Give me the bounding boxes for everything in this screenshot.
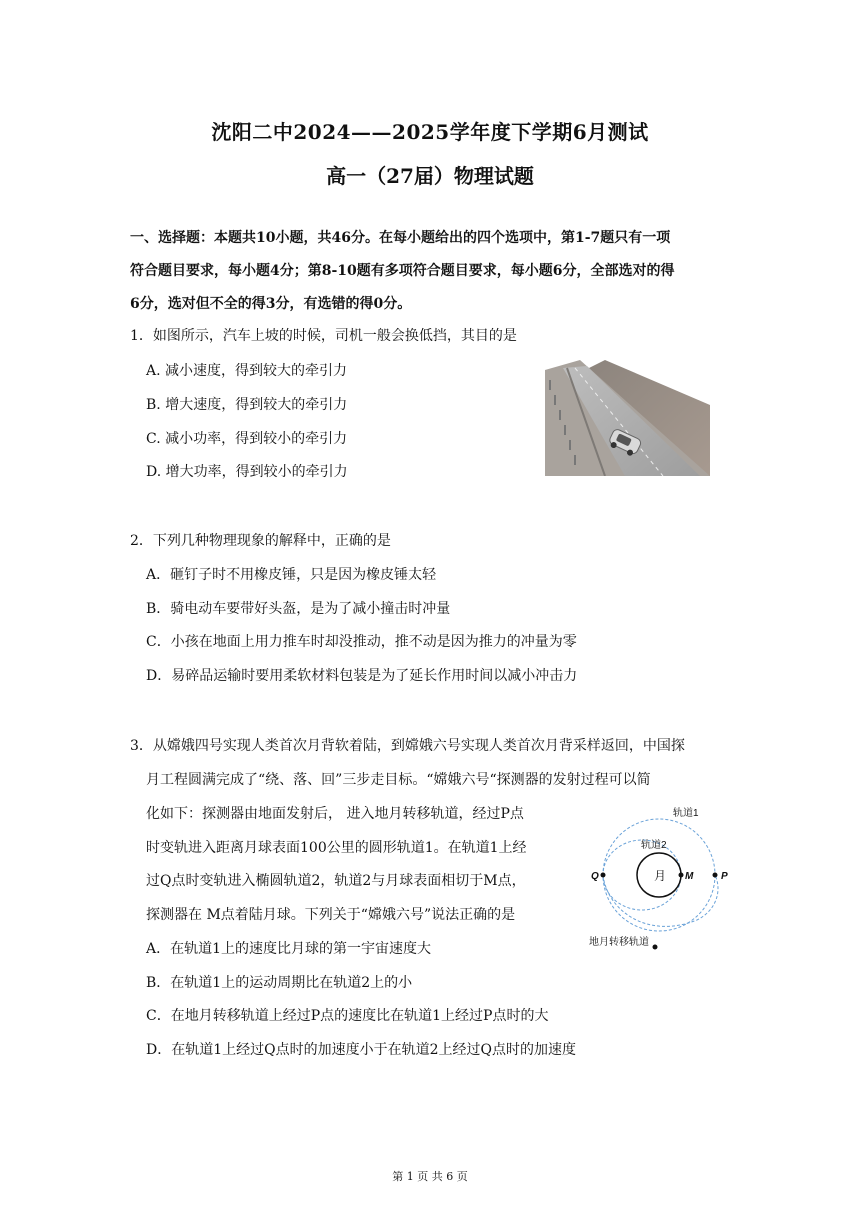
moon-orbit-diagram	[587, 800, 735, 956]
moon-label: 月	[654, 869, 667, 883]
q3-option-a: A．在轨道1上的速度比月球的第一宇宙速度大	[146, 941, 432, 957]
q1-option-a: A. 减小速度，得到较大的牵引力	[146, 363, 348, 379]
q2-stem: 2．下列几种物理现象的解释中，正确的是	[130, 533, 391, 549]
q2-option-c: C．小孩在地面上用力推车时却没推动，推不动是因为推力的冲量为零	[146, 634, 577, 650]
q1-option-d: D. 增大功率，得到较小的牵引力	[146, 464, 348, 480]
q3-stem-line: 过Q点时变轨进入椭圆轨道2，轨道2与月球表面相切于M点，	[146, 873, 526, 889]
uphill-car-photo	[545, 360, 710, 476]
instruction-line: 符合题目要求，每小题4分；第8-10题有多项符合题目要求，每小题6分，全部选对的得	[130, 263, 675, 279]
q1-option-b: B. 增大速度，得到较大的牵引力	[146, 397, 348, 413]
q3-stem-line: 月工程圆满完成了“绕、落、回”三步走目标。“嫦娥六号“探测器的发射过程可以简	[146, 772, 651, 788]
exam-title: 沈阳二中2024——2025学年度下学期6月测试	[211, 120, 649, 144]
q3-option-b: B．在轨道1上的运动周期比在轨道2上的小	[146, 975, 413, 991]
point-q-label: Q	[591, 871, 599, 882]
exam-subtitle: 高一（27届）物理试题	[326, 164, 534, 188]
page-footer: 第 1 页 共 6 页	[392, 1170, 468, 1183]
instruction-line: 一、选择题：本题共10小题，共46分。在每小题给出的四个选项中，第1-7题只有一项	[130, 230, 671, 246]
transfer-orbit-label: 地月转移轨道	[589, 937, 649, 948]
section-instructions	[130, 222, 740, 321]
point-m-label: M	[685, 871, 694, 882]
q3-stem-line: 时变轨进入距离月球表面100公里的圆形轨道1。在轨道1上经	[146, 840, 527, 856]
orbit-2-label: 轨道2	[641, 840, 667, 851]
q1-option-c: C. 减小功率，得到较小的牵引力	[146, 431, 348, 447]
q2-option-b: B．骑电动车要带好头盔，是为了减小撞击时冲量	[146, 601, 451, 617]
q3-option-c: C．在地月转移轨道上经过P点的速度比在轨道1上经过P点时的大	[146, 1008, 549, 1024]
q1-stem: 1．如图所示，汽车上坡的时候，司机一般会换低挡，其目的是	[130, 328, 517, 344]
q2-option-a: A．砸钉子时不用橡皮锤，只是因为橡皮锤太轻	[146, 567, 437, 583]
point-p-label: P	[721, 871, 728, 882]
q2-option-d: D．易碎品运输时要用柔软材料包装是为了延长作用时间以减小冲击力	[146, 668, 578, 684]
orbit-1-label: 轨道1	[673, 808, 699, 819]
q3-stem-line: 化如下：探测器由地面发射后， 进入地月转移轨道，经过P点	[146, 806, 524, 822]
q3-option-d: D．在轨道1上经过Q点时的加速度小于在轨道2上经过Q点时的加速度	[146, 1042, 576, 1058]
instruction-line: 6分，选对但不全的得3分，有选错的得0分。	[130, 296, 412, 312]
q3-stem-line: 探测器在 M点着陆月球。下列关于“嫦娥六号”说法正确的是	[146, 907, 516, 923]
q3-stem-line: 3．从嫦娥四号实现人类首次月背软着陆，到嫦娥六号实现人类首次月背采样返回，中国探	[130, 738, 685, 754]
